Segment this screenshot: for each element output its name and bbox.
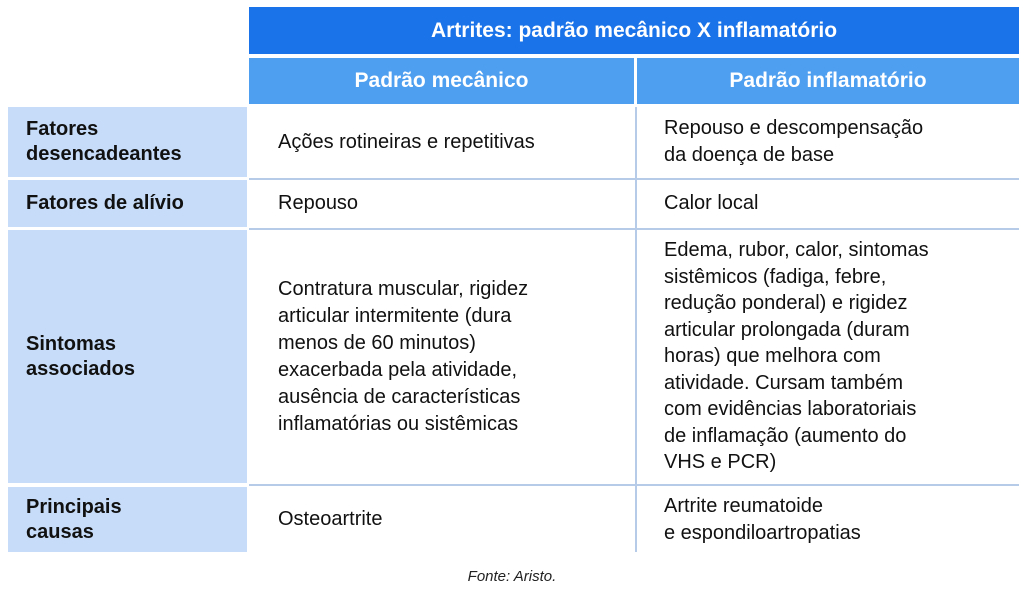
cell-symptoms-mechanical: Contratura muscular, rigidez articular intermitente (dura menos de 60 minutos) exacerbada pela atividade, ausência de características inflamatórias ou sistêmicas (278, 277, 529, 435)
row-divider (249, 484, 1019, 486)
cell-symptoms-inflammatory: Edema, rubor, calor, sintomas sistêmicos (fadiga, febre, redução ponderal) e rigidez articular prolongada (duram horas) que melhora com atividade. Cursam também com evidências laboratoriais de inflamação (aumento do VHS e PCR) (664, 239, 929, 474)
cell-triggers-mechanical: Ações rotineiras e repetitivas (278, 130, 535, 153)
cell-relief-inflammatory: Calor local (664, 192, 759, 214)
column-header-inflammatory: Padrão inflamatório (637, 58, 1019, 104)
cell-causes-inflammatory: Artrite reumatoide e espondiloartropatias (664, 494, 861, 544)
table-title: Artrites: padrão mecânico X inflamatório (249, 7, 1019, 54)
row-label-triggers: Fatores desencadeantes (8, 107, 247, 177)
cell-triggers-inflammatory: Repouso e descompensação da doença de base (664, 117, 924, 166)
source-caption: Fonte: Aristo. (467, 568, 557, 585)
cell-causes-mechanical: Osteoartrite (278, 508, 383, 530)
row-label-causes: Principais causas (8, 487, 247, 552)
column-divider (635, 107, 637, 552)
column-header-mechanical: Padrão mecânico (249, 58, 634, 104)
row-label-symptoms: Sintomas associados (8, 230, 247, 483)
row-label-relief: Fatores de alívio (8, 180, 247, 227)
cell-relief-mechanical: Repouso (278, 192, 359, 214)
